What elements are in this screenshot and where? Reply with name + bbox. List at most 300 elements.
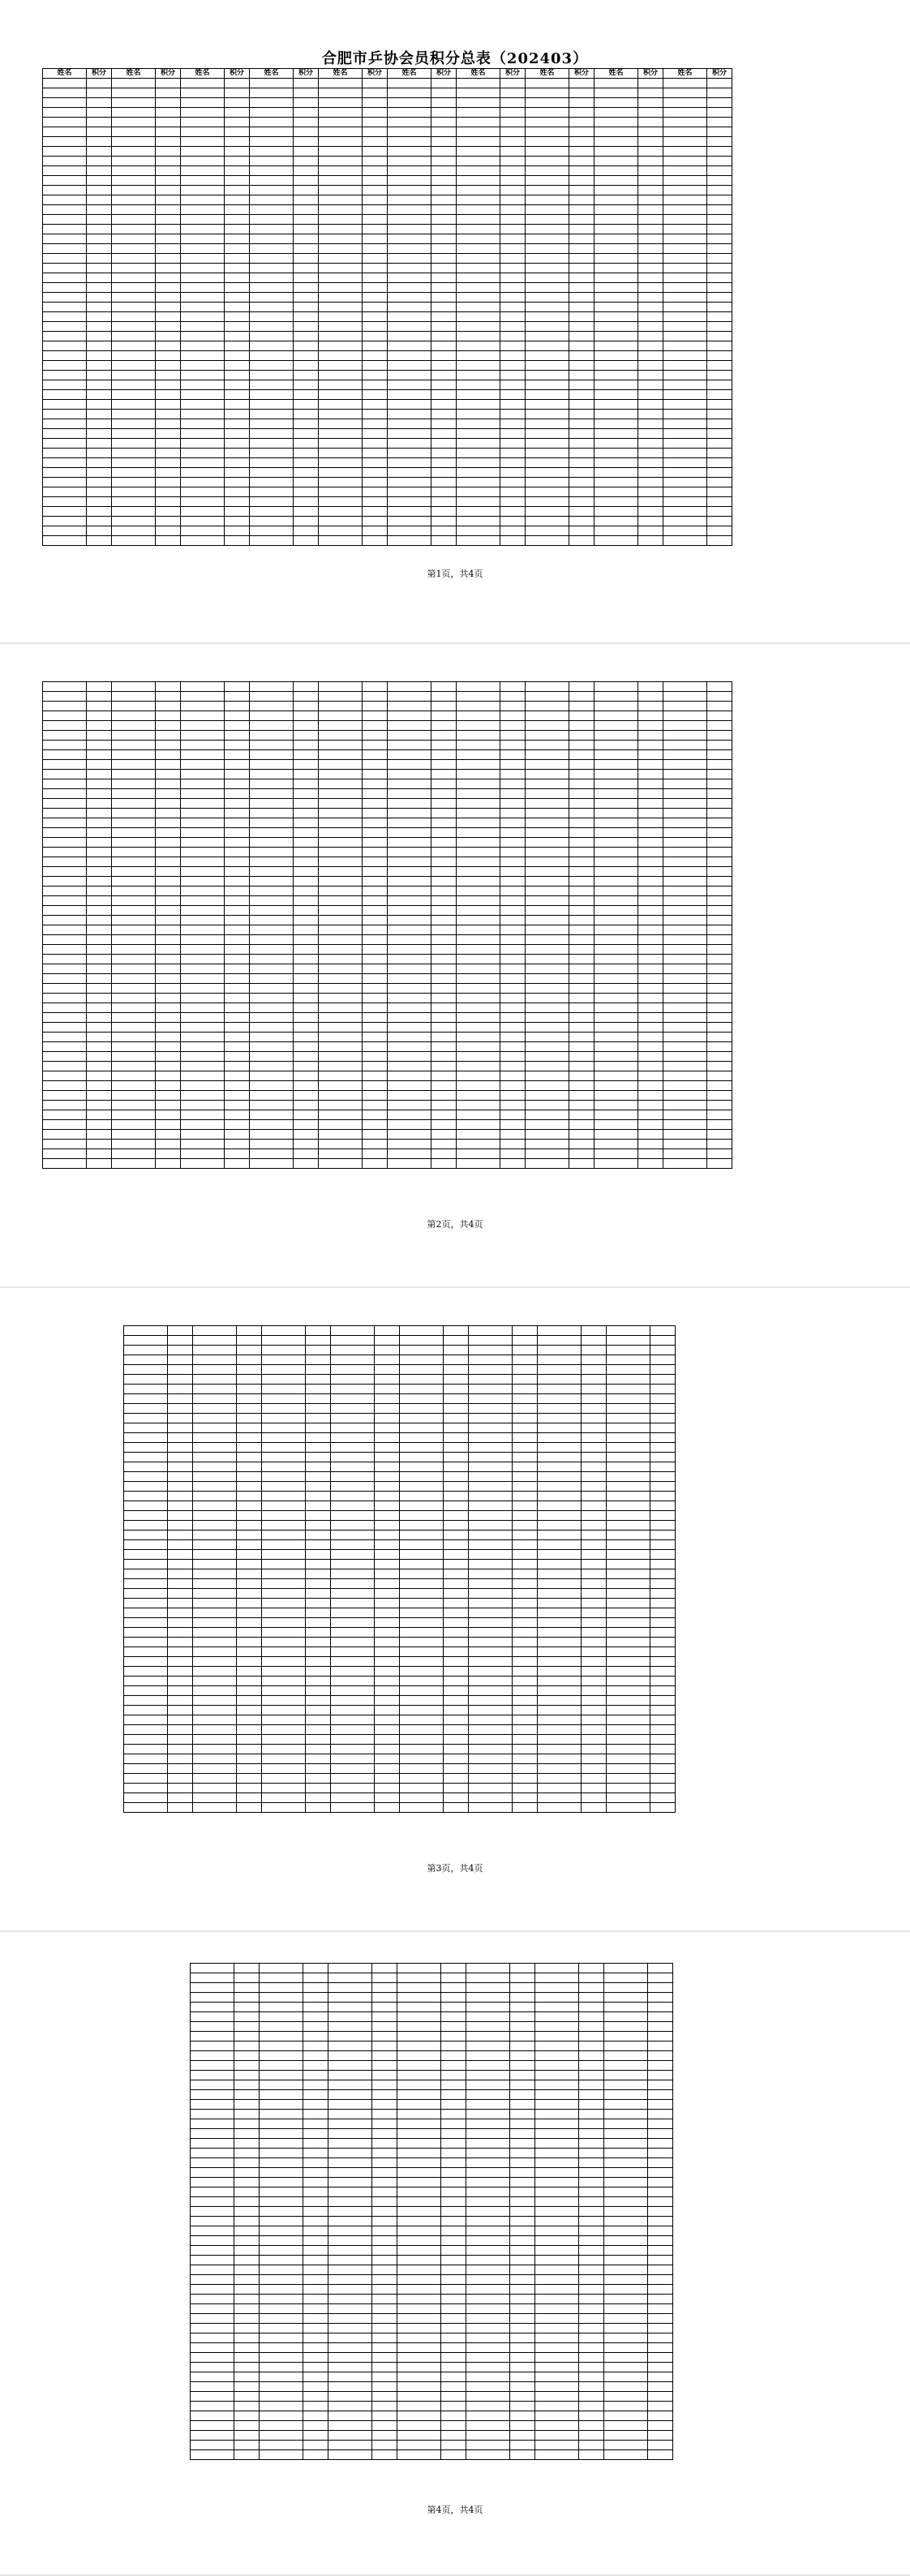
score-cell <box>303 2149 328 2158</box>
score-cell <box>444 1638 469 1647</box>
score-cell <box>582 1453 607 1462</box>
member-name-cell <box>331 1453 375 1462</box>
member-name-cell <box>466 2168 510 2178</box>
member-name-cell <box>526 828 569 838</box>
member-name-cell <box>535 2022 579 2032</box>
member-name-cell <box>191 2295 234 2304</box>
score-cell <box>156 789 181 799</box>
score-cell <box>579 2441 604 2450</box>
score-cell <box>582 1677 607 1686</box>
score-cell <box>237 1774 262 1784</box>
table-row <box>43 1140 732 1149</box>
member-name-cell <box>328 2421 372 2431</box>
member-name-cell <box>595 741 638 750</box>
score-cell <box>87 935 112 945</box>
score-cell <box>168 1550 193 1560</box>
member-name-cell <box>397 2265 441 2275</box>
member-name-cell <box>181 877 225 887</box>
score-cell <box>510 2187 535 2197</box>
member-name-cell <box>388 312 431 322</box>
score-cell <box>638 205 663 215</box>
member-name-cell <box>526 526 569 536</box>
score-cell <box>650 1774 676 1784</box>
member-name-cell <box>319 760 363 770</box>
member-name-cell <box>328 2110 372 2119</box>
score-cell <box>306 1482 331 1492</box>
member-name-cell <box>397 2411 441 2421</box>
member-name-cell <box>526 1130 569 1140</box>
score-cell <box>237 1540 262 1550</box>
member-name-cell <box>397 1964 441 1973</box>
table-row <box>124 1501 676 1511</box>
member-name-cell <box>181 283 225 293</box>
score-cell <box>237 1346 262 1355</box>
score-cell <box>707 828 732 838</box>
member-name-cell <box>469 1599 513 1608</box>
member-name-cell <box>250 857 294 867</box>
member-name-cell <box>250 760 294 770</box>
member-name-cell <box>607 1443 650 1453</box>
table-row <box>43 264 732 273</box>
member-name-cell <box>331 1433 375 1443</box>
member-name-cell <box>663 711 707 721</box>
score-cell <box>648 1964 673 1973</box>
member-name-cell <box>319 1081 363 1091</box>
table-row <box>124 1715 676 1725</box>
member-name-cell <box>457 1062 500 1071</box>
member-name-cell <box>535 2372 579 2382</box>
member-name-cell <box>535 2119 579 2129</box>
score-cell <box>225 400 250 410</box>
member-name-cell <box>181 741 225 750</box>
member-name-cell <box>397 2256 441 2265</box>
member-name-cell <box>250 809 294 818</box>
score-cell <box>569 166 595 176</box>
score-cell <box>500 887 526 896</box>
score-cell <box>650 1618 676 1628</box>
member-name-cell <box>663 974 707 984</box>
score-cell <box>707 341 732 351</box>
member-name-cell <box>191 2372 234 2382</box>
score-cell <box>431 925 457 935</box>
member-name-cell <box>193 1511 237 1521</box>
score-cell <box>431 935 457 945</box>
member-name-cell <box>388 380 431 390</box>
member-name-cell <box>193 1608 237 1618</box>
score-cell <box>569 984 595 994</box>
score-cell <box>156 312 181 322</box>
score-cell <box>510 2110 535 2119</box>
score-cell <box>648 2392 673 2402</box>
score-cell <box>431 1140 457 1149</box>
score-cell <box>444 1501 469 1511</box>
score-cell <box>294 1062 319 1071</box>
member-name-cell <box>260 2061 303 2071</box>
member-name-cell <box>250 517 294 526</box>
score-cell <box>363 137 388 147</box>
member-name-cell <box>43 702 87 711</box>
score-cell <box>582 1414 607 1423</box>
score-cell <box>87 361 112 371</box>
member-name-cell <box>663 497 707 507</box>
score-cell <box>225 994 250 1003</box>
member-name-cell <box>397 2129 441 2139</box>
score-cell <box>431 118 457 127</box>
member-name-cell <box>457 497 500 507</box>
member-name-cell <box>181 215 225 225</box>
member-name-cell <box>535 2295 579 2304</box>
score-cell <box>237 1501 262 1511</box>
member-name-cell <box>526 186 569 195</box>
score-cell <box>650 1667 676 1677</box>
score-cell <box>650 1453 676 1462</box>
member-name-cell <box>397 2090 441 2100</box>
score-cell <box>500 127 526 137</box>
member-name-cell <box>538 1735 582 1745</box>
score-cell <box>707 770 732 779</box>
score-cell <box>582 1579 607 1589</box>
member-name-cell <box>43 244 87 254</box>
score-cell <box>234 2402 260 2411</box>
member-name-cell <box>388 711 431 721</box>
score-cell <box>363 371 388 380</box>
member-name-cell <box>319 293 363 303</box>
member-name-cell <box>250 1062 294 1071</box>
member-name-cell <box>43 351 87 361</box>
score-cell <box>363 916 388 925</box>
score-cell <box>375 1375 400 1385</box>
score-cell <box>306 1647 331 1657</box>
score-cell <box>513 1385 538 1394</box>
score-cell <box>156 351 181 361</box>
table-row <box>191 2333 673 2343</box>
page-2 <box>0 644 910 1286</box>
score-cell <box>500 682 526 692</box>
score-cell <box>87 731 112 741</box>
member-name-cell <box>663 896 707 906</box>
score-cell <box>237 1462 262 1472</box>
score-cell <box>579 1964 604 1973</box>
table-row <box>124 1579 676 1589</box>
score-cell <box>363 906 388 916</box>
score-cell <box>510 2090 535 2100</box>
score-cell <box>363 818 388 828</box>
member-name-cell <box>331 1569 375 1579</box>
score-cell <box>363 1042 388 1052</box>
member-name-cell <box>250 254 294 264</box>
member-name-cell <box>535 2411 579 2421</box>
score-cell <box>638 458 663 468</box>
member-name-cell <box>112 118 156 127</box>
score-cell <box>569 994 595 1003</box>
score-cell <box>648 2168 673 2178</box>
member-name-cell <box>191 2110 234 2119</box>
score-cell <box>648 2158 673 2168</box>
member-name-cell <box>319 1033 363 1042</box>
member-name-cell <box>526 974 569 984</box>
score-cell <box>363 945 388 955</box>
member-name-cell <box>526 98 569 108</box>
member-name-cell <box>319 1140 363 1149</box>
member-name-cell <box>526 157 569 166</box>
member-name-cell <box>663 536 707 546</box>
score-cell <box>363 88 388 98</box>
member-name-cell <box>250 1052 294 1062</box>
score-cell <box>707 974 732 984</box>
member-name-cell <box>250 234 294 244</box>
score-cell <box>582 1725 607 1735</box>
member-name-cell <box>604 2041 648 2051</box>
member-name-cell <box>124 1453 168 1462</box>
score-cell <box>431 1159 457 1169</box>
score-cell <box>441 2372 466 2382</box>
score-cell <box>431 1149 457 1159</box>
member-name-cell <box>466 2353 510 2363</box>
score-cell <box>156 984 181 994</box>
member-name-cell <box>260 2382 303 2392</box>
score-cell <box>156 1013 181 1023</box>
score-cell <box>168 1715 193 1725</box>
member-name-cell <box>124 1521 168 1531</box>
score-cell <box>303 2265 328 2275</box>
score-cell <box>500 702 526 711</box>
score-cell <box>87 828 112 838</box>
member-name-cell <box>526 1013 569 1023</box>
table-row <box>124 1784 676 1793</box>
score-cell <box>363 1130 388 1140</box>
score-cell <box>234 1993 260 2003</box>
score-cell <box>431 789 457 799</box>
score-cell <box>225 254 250 264</box>
score-cell <box>294 1091 319 1101</box>
score-cell <box>569 779 595 789</box>
member-name-cell <box>469 1725 513 1735</box>
member-name-cell <box>181 838 225 848</box>
member-name-cell <box>124 1667 168 1677</box>
member-name-cell <box>193 1453 237 1462</box>
score-cell <box>237 1667 262 1677</box>
score-cell <box>579 2129 604 2139</box>
member-name-cell <box>328 2168 372 2178</box>
member-name-cell <box>595 157 638 166</box>
table-row <box>124 1628 676 1638</box>
member-name-cell <box>595 293 638 303</box>
score-cell <box>650 1784 676 1793</box>
member-name-cell <box>328 2226 372 2236</box>
score-cell <box>513 1745 538 1754</box>
member-name-cell <box>397 2197 441 2207</box>
score-cell <box>225 702 250 711</box>
score-cell <box>294 925 319 935</box>
table-row <box>43 127 732 137</box>
member-name-cell <box>457 789 500 799</box>
score-cell <box>582 1735 607 1745</box>
table-row <box>43 887 732 896</box>
member-name-cell <box>663 818 707 828</box>
member-name-cell <box>250 478 294 487</box>
member-name-cell <box>457 955 500 964</box>
member-name-cell <box>260 2304 303 2314</box>
score-cell <box>363 770 388 779</box>
member-name-cell <box>538 1385 582 1394</box>
score-cell <box>156 1033 181 1042</box>
member-name-cell <box>595 1003 638 1013</box>
score-cell <box>294 1159 319 1169</box>
member-name-cell <box>607 1628 650 1638</box>
member-name-cell <box>457 186 500 195</box>
score-cell <box>372 1973 397 1983</box>
member-name-cell <box>538 1521 582 1531</box>
score-cell <box>707 1023 732 1033</box>
score-cell <box>375 1754 400 1764</box>
member-name-cell <box>457 273 500 283</box>
member-name-cell <box>595 468 638 478</box>
score-cell <box>372 2100 397 2110</box>
score-cell <box>294 127 319 137</box>
score-cell <box>569 497 595 507</box>
table-row <box>43 848 732 857</box>
score-cell <box>638 867 663 877</box>
score-cell <box>582 1803 607 1813</box>
member-name-cell <box>663 809 707 818</box>
score-cell <box>500 273 526 283</box>
score-cell <box>363 935 388 945</box>
table-row <box>43 88 732 98</box>
member-name-cell <box>250 945 294 955</box>
score-cell <box>363 741 388 750</box>
score-cell <box>156 838 181 848</box>
member-name-cell <box>469 1638 513 1647</box>
member-name-cell <box>457 166 500 176</box>
score-cell <box>510 2402 535 2411</box>
score-cell <box>707 361 732 371</box>
member-name-cell <box>397 2041 441 2051</box>
score-cell <box>156 487 181 497</box>
table-row <box>124 1657 676 1667</box>
score-cell <box>372 2110 397 2119</box>
member-name-cell <box>535 2187 579 2197</box>
score-cell <box>444 1385 469 1394</box>
score-cell <box>363 838 388 848</box>
member-name-cell <box>250 361 294 371</box>
member-name-cell <box>595 380 638 390</box>
member-name-cell <box>538 1793 582 1803</box>
score-cell <box>363 487 388 497</box>
score-cell <box>363 1091 388 1101</box>
member-name-cell <box>193 1784 237 1793</box>
score-cell <box>638 254 663 264</box>
score-cell <box>579 2061 604 2071</box>
header-cell: 积分 <box>638 69 663 79</box>
member-name-cell <box>43 487 87 497</box>
score-cell <box>87 1003 112 1013</box>
member-name-cell <box>319 234 363 244</box>
score-cell <box>375 1355 400 1365</box>
score-cell <box>168 1375 193 1385</box>
score-cell <box>569 205 595 215</box>
member-name-cell <box>43 127 87 137</box>
member-name-cell <box>397 2158 441 2168</box>
score-cell <box>363 380 388 390</box>
score-cell <box>444 1423 469 1433</box>
member-name-cell <box>538 1482 582 1492</box>
score-cell <box>363 478 388 487</box>
score-cell <box>582 1511 607 1521</box>
score-cell <box>237 1647 262 1657</box>
table-row <box>191 1983 673 1993</box>
member-name-cell <box>112 400 156 410</box>
member-name-cell <box>457 848 500 857</box>
score-cell <box>375 1414 400 1423</box>
score-cell <box>225 1023 250 1033</box>
member-name-cell <box>526 750 569 760</box>
score-cell <box>234 2372 260 2382</box>
score-cell <box>648 2372 673 2382</box>
member-name-cell <box>331 1618 375 1628</box>
member-name-cell <box>112 361 156 371</box>
score-cell <box>375 1774 400 1784</box>
member-name-cell <box>43 1003 87 1013</box>
score-cell <box>294 1140 319 1149</box>
table-row <box>43 789 732 799</box>
member-name-cell <box>397 2295 441 2304</box>
member-name-cell <box>250 458 294 468</box>
score-cell <box>707 244 732 254</box>
score-cell <box>500 264 526 273</box>
score-cell <box>513 1793 538 1803</box>
score-cell <box>569 380 595 390</box>
score-cell <box>375 1540 400 1550</box>
member-name-cell <box>193 1686 237 1696</box>
score-cell <box>87 964 112 974</box>
member-name-cell <box>112 887 156 896</box>
member-name-cell <box>260 2168 303 2178</box>
member-name-cell <box>331 1531 375 1540</box>
score-cell <box>707 195 732 205</box>
score-cell <box>579 2411 604 2421</box>
member-name-cell <box>663 945 707 955</box>
table-row <box>43 254 732 264</box>
member-name-cell <box>388 449 431 458</box>
score-cell <box>87 487 112 497</box>
member-name-cell <box>526 1081 569 1091</box>
score-cell <box>569 390 595 400</box>
score-cell <box>579 2207 604 2217</box>
table-row <box>124 1589 676 1599</box>
score-cell <box>294 857 319 867</box>
score-cell <box>156 147 181 157</box>
score-cell <box>168 1560 193 1569</box>
member-name-cell <box>250 419 294 429</box>
score-cell <box>648 2363 673 2372</box>
score-cell <box>648 2090 673 2100</box>
score-cell <box>441 2411 466 2421</box>
score-cell <box>650 1521 676 1531</box>
score-cell <box>234 2217 260 2226</box>
table-row <box>191 2402 673 2411</box>
score-cell <box>569 264 595 273</box>
member-name-cell <box>319 332 363 341</box>
score-cell <box>87 176 112 186</box>
score-cell <box>225 147 250 157</box>
member-name-cell <box>181 487 225 497</box>
score-cell <box>431 88 457 98</box>
score-cell <box>156 127 181 137</box>
table-row <box>43 517 732 526</box>
score-cell <box>569 1159 595 1169</box>
member-name-cell <box>112 79 156 88</box>
score-cell <box>237 1355 262 1365</box>
